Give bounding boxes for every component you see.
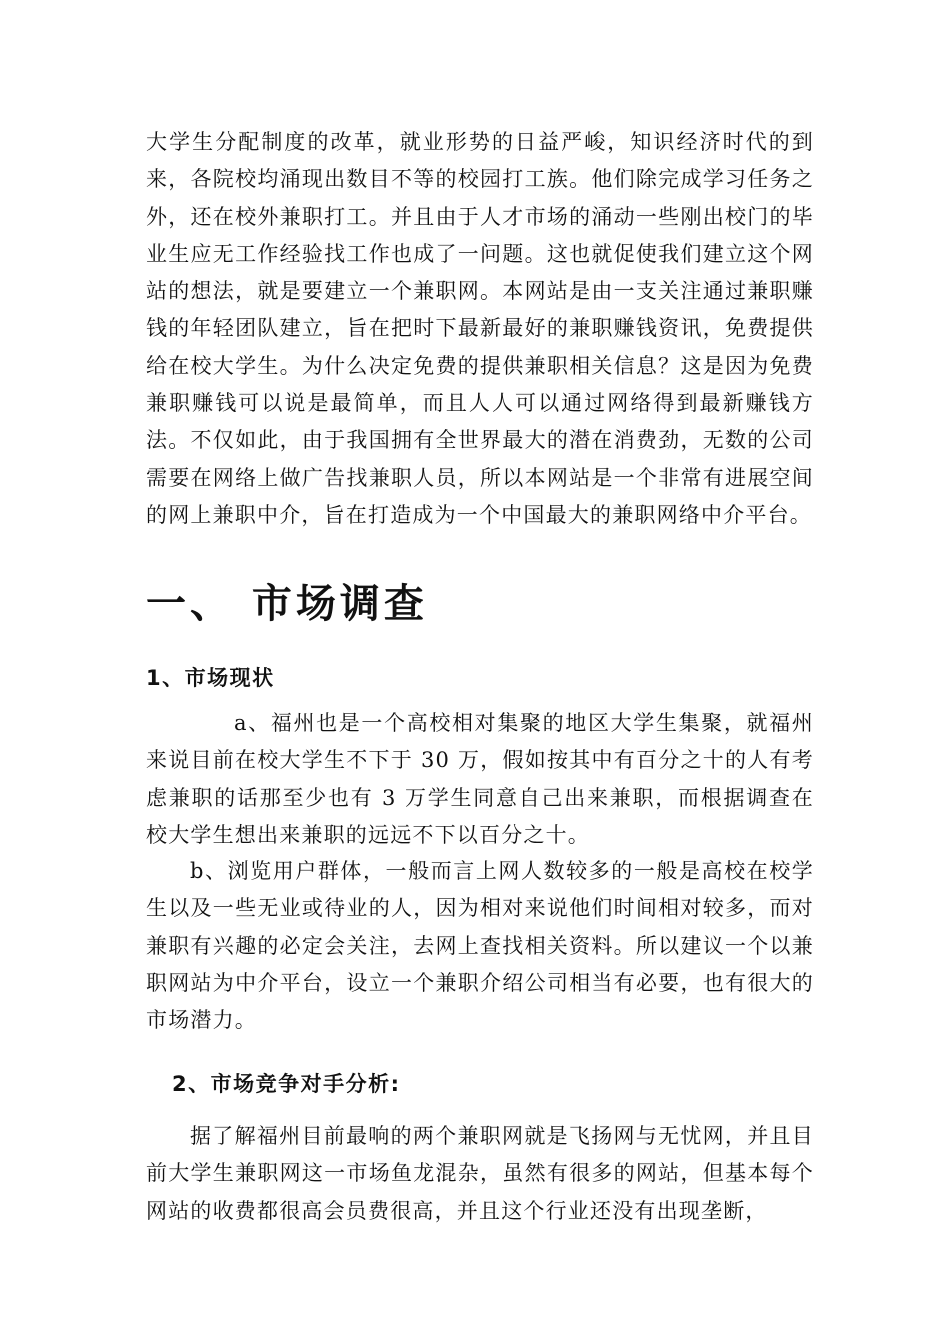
subsection-heading-market-status: 1、市场现状: [146, 666, 275, 690]
subsection-heading-competitor-analysis: 2、市场竞争对手分析:: [172, 1072, 401, 1096]
market-status-paragraph-b: b、浏览用户群体，一般而言上网人数较多的一般是高校在校学生以及一些无业或待业的人，因为相对来说他们时间相对较多，而对兼职有兴趣的必定会关注，去网上查找相关资料。所以建议一个以兼职网站为中介平台，设立一个兼职介绍公司相当有必要，也有很大的市场潜力。: [146, 859, 814, 1033]
market-status-paragraph-a: a、福州也是一个高校相对集聚的地区大学生集聚，就福州来说目前在校大学生不下于 30 万，假如按其中有百分之十的人有考虑兼职的话那至少也有 3 万学生同意自己出来兼职，而根据调查在校大学生想出来兼职的远远不下以百分之十。: [146, 711, 814, 847]
intro-paragraph: 大学生分配制度的改革，就业形势的日益严峻，知识经济时代的到来，各院校均涌现出数目不等的校园打工族。他们除完成学习任务之外，还在校外兼职打工。并且由于人才市场的涌动一些刚出校门的毕业生应无工作经验找工作也成了一问题。这也就促使我们建立这个网站的想法，就是要建立一个兼职网。本网站是由一支关注通过兼职赚钱的年轻团队建立，旨在把时下最新最好的兼职赚钱资讯，免费提供给在校大学生。为什么决定免费的提供兼职相关信息？这是因为免费兼职赚钱可以说是最简单，而且人人可以通过网络得到最新赚钱方法。不仅如此，由于我国拥有全世界最大的潜在消费劲，无数的公司需要在网络上做广告找兼职人员，所以本网站是一个非常有进展空间的网上兼职中介，旨在打造成为一个中国最大的兼职网络中介平台。: [146, 130, 814, 527]
competitor-analysis-paragraph: 据了解福州目前最响的两个兼职网就是飞扬网与无忧网，并且目前大学生兼职网这一市场鱼龙混杂，虽然有很多的网站，但基本每个网站的收费都很高会员费很高，并且这个行业还没有出现垄断，: [146, 1124, 814, 1223]
section-heading-market-research: 一、 市场调查: [146, 581, 428, 627]
